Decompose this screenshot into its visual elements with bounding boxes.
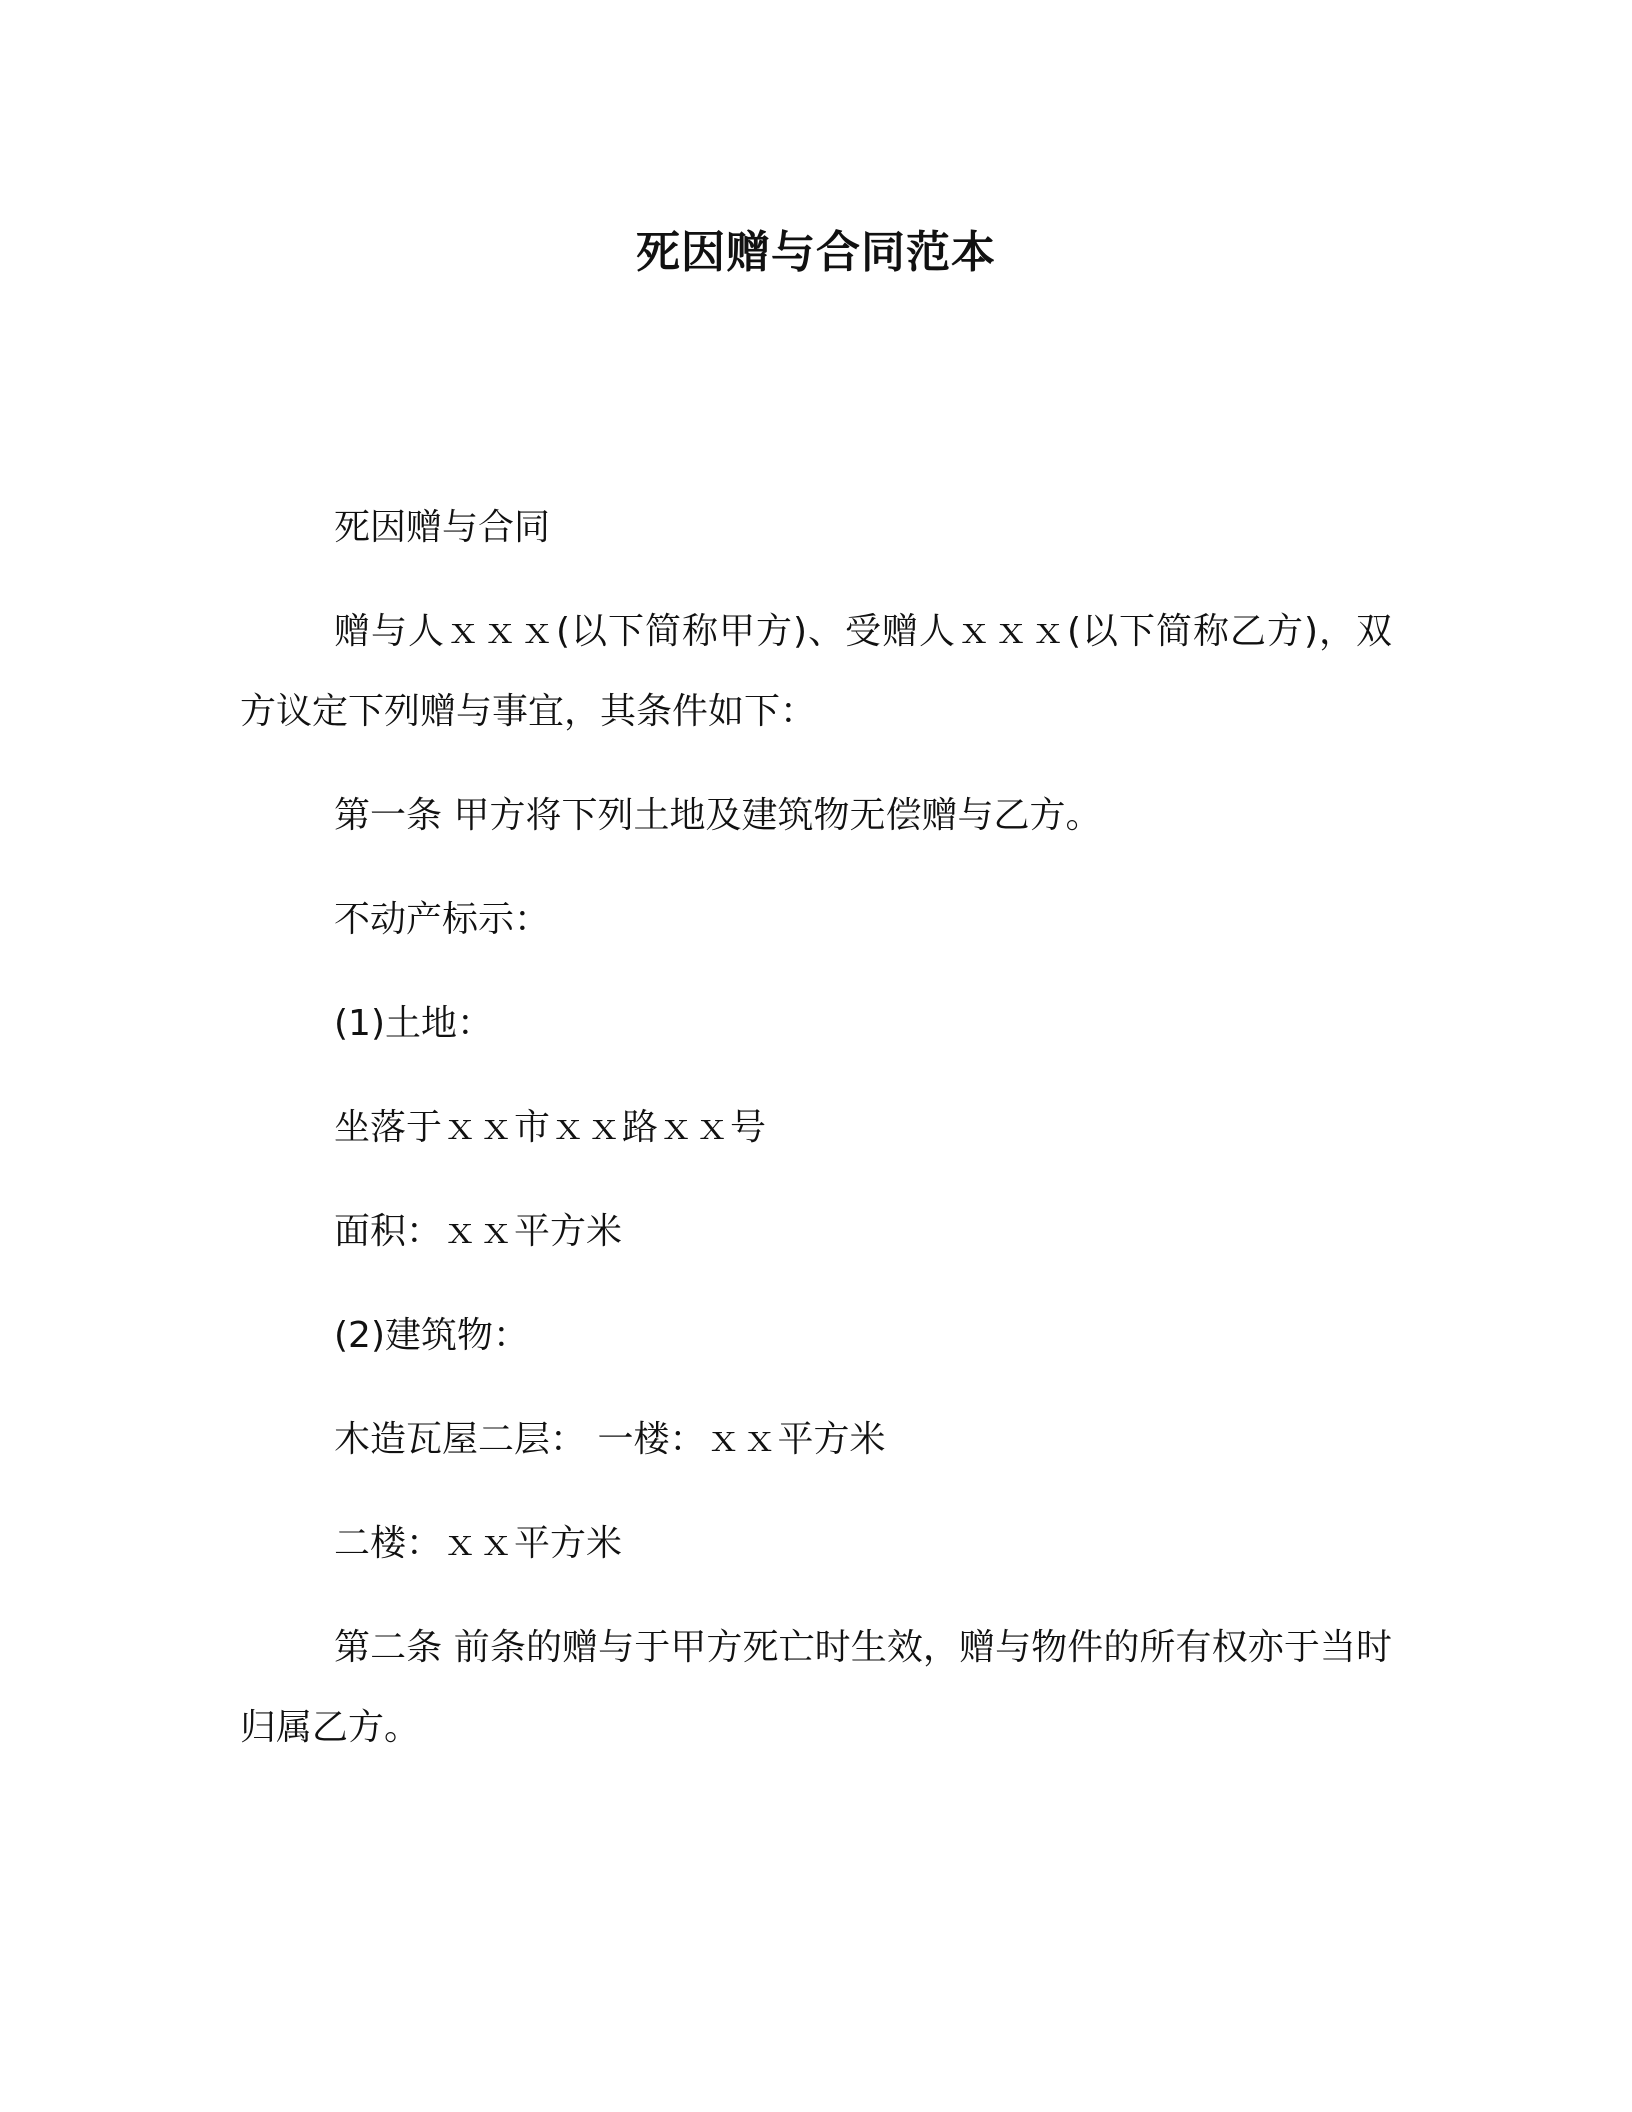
- paragraph-land-heading: (1)土地：: [334, 1003, 493, 1044]
- paragraph-heading: 死因赠与合同: [334, 507, 551, 548]
- paragraph-building-floor-1: 木造瓦屋二层： 一楼：ｘｘ平方米: [334, 1419, 886, 1460]
- document-body: [240, 488, 1392, 1792]
- paragraph-article-1: 第一条 甲方将下列土地及建筑物无偿赠与乙方。: [334, 795, 1102, 836]
- paragraph-article-2: 第二条 前条的赠与于甲方死亡时生效，赠与物件的所有权亦于当时归属乙方。: [240, 1627, 1392, 1748]
- document-title: 死因赠与合同范本: [636, 227, 996, 278]
- paragraph-building-heading: (2)建筑物：: [334, 1315, 529, 1356]
- paragraph-parties: 赠与人ｘｘｘ(以下简称甲方)、受赠人ｘｘｘ(以下简称乙方)，双方议定下列赠与事宜，其条件如下：: [240, 611, 1392, 732]
- paragraph-building-floor-2: 二楼：ｘｘ平方米: [334, 1523, 623, 1564]
- paragraph-property-label: 不动产标示：: [334, 899, 551, 940]
- paragraph-land-area: 面积：ｘｘ平方米: [334, 1211, 623, 1252]
- paragraph-land-location: 坐落于ｘｘ市ｘｘ路ｘｘ号: [334, 1107, 767, 1148]
